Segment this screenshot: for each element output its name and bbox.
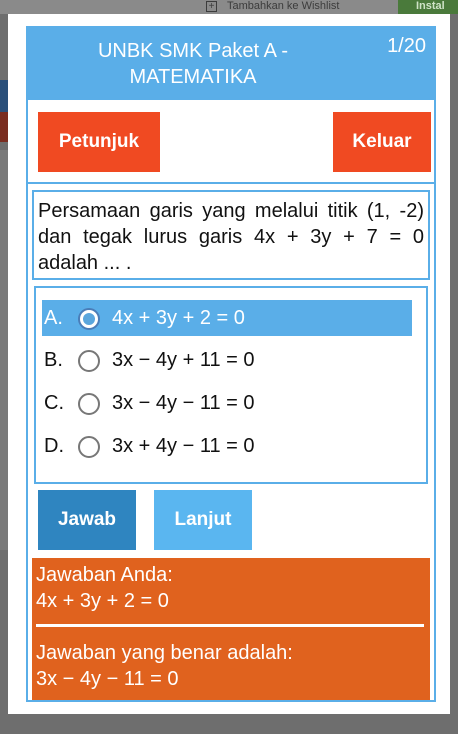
result-divider <box>36 624 424 627</box>
lanjut-button[interactable]: Lanjut <box>154 490 252 550</box>
quiz-header <box>28 28 434 100</box>
radio-dot-icon <box>83 313 95 325</box>
background-edge-block <box>0 80 8 112</box>
option-letter: D. <box>44 435 64 457</box>
your-answer-label: Jawaban Anda: <box>36 564 173 586</box>
option-text: 4x + 3y + 2 = 0 <box>112 307 245 329</box>
correct-answer-value: 3x − 4y − 11 = 0 <box>36 668 179 690</box>
option-text: 3x − 4y − 11 = 0 <box>112 392 255 414</box>
background-wishlist-link <box>206 0 340 14</box>
background-install-button: Instal <box>398 0 458 14</box>
option-letter: C. <box>44 392 64 414</box>
option-d[interactable] <box>42 428 412 464</box>
quiz-dialog <box>8 14 450 714</box>
option-letter: A. <box>44 307 63 329</box>
option-text: 3x − 4y + 11 = 0 <box>112 349 255 371</box>
petunjuk-button[interactable]: Petunjuk <box>38 112 160 172</box>
option-b[interactable] <box>42 342 412 378</box>
question-text: Persamaan garis yang melalui titik (1, -2) dan tegak lurus garis 4x + 3y + 7 = 0 adalah ... . <box>32 190 430 280</box>
radio-button[interactable] <box>78 436 100 458</box>
your-answer-value: 4x + 3y + 2 = 0 <box>36 590 169 612</box>
radio-button[interactable] <box>78 393 100 415</box>
quiz-title: UNBK SMK Paket A - MATEMATIKA <box>97 40 289 88</box>
answer-options <box>34 286 428 484</box>
background-edge-block <box>0 112 8 142</box>
question-counter: 1/20 <box>387 35 426 57</box>
quiz-toolbar <box>28 100 434 184</box>
option-a[interactable] <box>42 300 412 336</box>
result-panel <box>32 558 430 700</box>
quiz-frame <box>26 26 436 702</box>
background-edge-block <box>0 150 8 550</box>
option-letter: B. <box>44 349 63 371</box>
option-c[interactable] <box>42 385 412 421</box>
radio-button-checked[interactable] <box>78 308 100 330</box>
correct-answer-label: Jawaban yang benar adalah: <box>36 642 293 664</box>
background-wishlist-label: Tambahkan ke Wishlist <box>227 0 340 12</box>
radio-button[interactable] <box>78 350 100 372</box>
jawab-button[interactable]: Jawab <box>38 490 136 550</box>
plus-icon: + <box>206 1 217 12</box>
keluar-button[interactable]: Keluar <box>333 112 431 172</box>
option-text: 3x + 4y − 11 = 0 <box>112 435 255 457</box>
